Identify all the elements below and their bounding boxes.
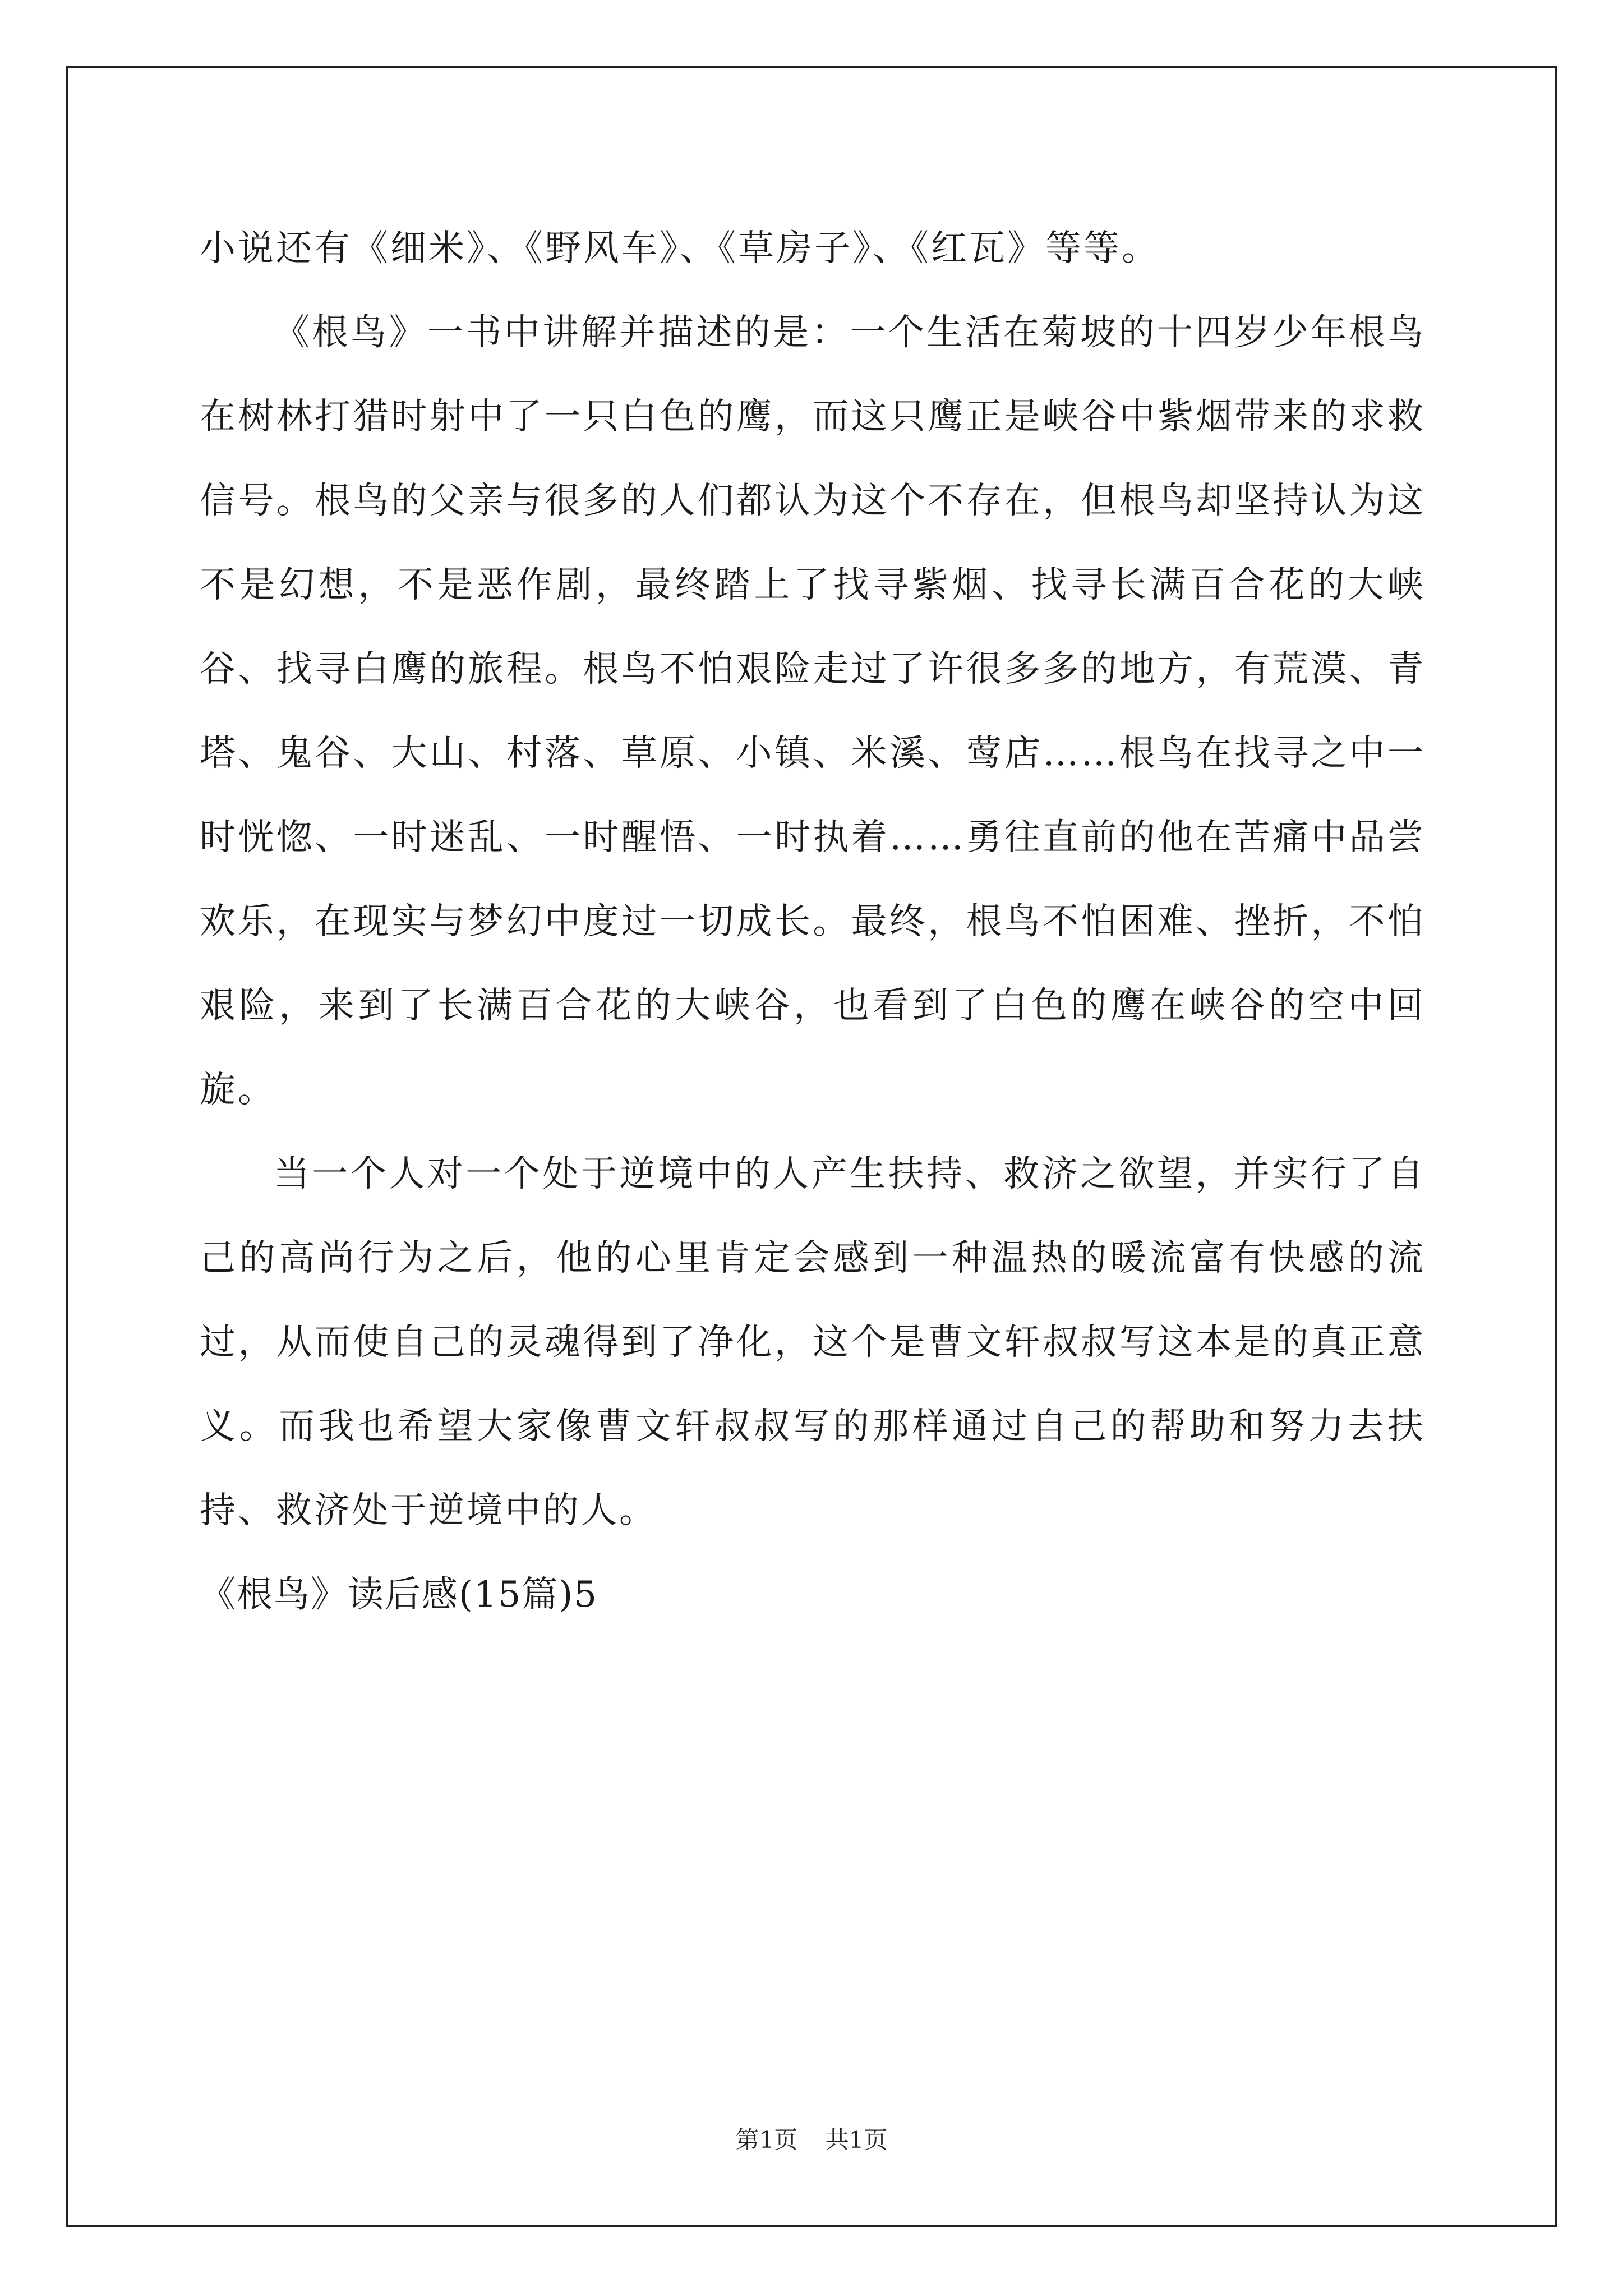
paragraph-2: 《根鸟》一书中讲解并描述的是：一个生活在菊坡的十四岁少年根鸟在树林打猎时射中了一只白色的鹰，而这只鹰正是峡谷中紫烟带来的求救信号。根鸟的父亲与很多的人们都认为这个不存在，但根鸟却坚持认为这不是幻想，不是恶作剧，最终踏上了找寻紫烟、找寻长满百合花的大峡谷、找寻白鹰的旅程。根鸟不怕艰险走过了许很多多的地方，有荒漠、青塔、鬼谷、大山、村落、草原、小镇、米溪、莺店……根鸟在找寻之中一时恍惚、一时迷乱、一时醒悟、一时执着……勇往直前的他在苦痛中品尝欢乐，在现实与梦幻中度过一切成长。最终，根鸟不怕困难、挫折，不怕艰险，来到了长满百合花的大峡谷，也看到了白色的鹰在峡谷的空中回旋。 — [200, 312, 1426, 1111]
page-number: 第1页 — [735, 2126, 798, 2154]
paragraph-1: 小说还有《细米》、《野风车》、《草房子》、《红瓦》等等。 — [200, 228, 1160, 269]
document-body — [200, 206, 1426, 1637]
section-title: 《根鸟》读后感(15篇)5 — [200, 1574, 598, 1616]
page-total: 共1页 — [825, 2126, 888, 2154]
paragraph-3: 当一个人对一个处于逆境中的人产生扶持、救济之欲望，并实行了自己的高尚行为之后，他的心里肯定会感到一种温热的暖流富有快感的流过，从而使自己的灵魂得到了净化，这个是曹文轩叔叔写这本是的真正意义。而我也希望大家像曹文轩叔叔写的那样通过自己的帮助和努力去扶持、救济处于逆境中的人。 — [200, 1153, 1426, 1531]
page-footer — [0, 2123, 1623, 2157]
